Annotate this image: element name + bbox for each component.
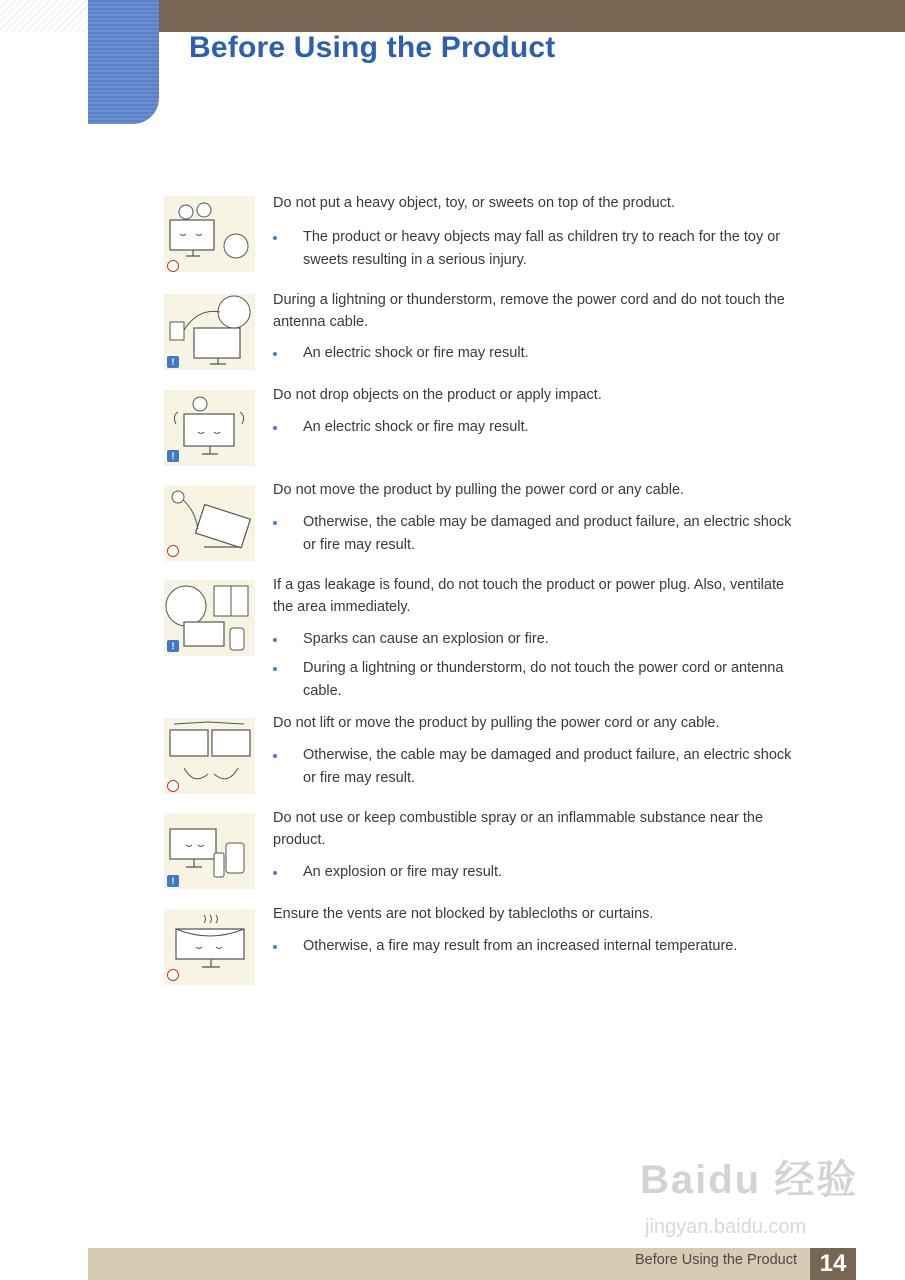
prohibited-icon [167,545,179,557]
caution-icon: ! [167,875,179,887]
safety-illustration [164,196,255,272]
bullet-dot-icon [273,638,277,642]
safety-heading: Do not move the product by pulling the power cord or any cable. [273,482,685,498]
baidu-watermark-logo: Baidu 经验 [640,1158,859,1202]
list-item [273,342,803,365]
safety-heading: Do not drop objects on the product or apply impact. [273,387,602,403]
safety-bullets [273,416,803,445]
safety-bullets [273,342,803,371]
list-item [273,657,803,703]
safety-bullets [273,744,803,796]
bullet-dot-icon [273,236,277,240]
header-bar [159,0,905,32]
safety-bullets [273,511,803,563]
safety-heading: During a lightning or thunderstorm, remove the power cord and do not touch the antenna cable. [273,292,785,330]
page-title: Before Using the Product [189,31,556,64]
prohibited-icon [167,260,179,272]
baidu-watermark-url: jingyan.baidu.com [645,1216,807,1238]
bullet-text: Otherwise, a fire may result from an increased internal temperature. [303,938,738,954]
bullet-text: The product or heavy objects may fall as children try to reach for the toy or sweets resulting in a serious injury. [303,229,781,268]
safety-bullets [273,226,803,278]
caution-icon: ! [167,640,179,652]
bullet-text: An electric shock or fire may result. [303,345,529,361]
bullet-text: Otherwise, the cable may be damaged and product failure, an electric shock or fire may result. [303,514,792,553]
bullet-dot-icon [273,521,277,525]
bullet-dot-icon [273,945,277,949]
prohibited-icon [167,780,179,792]
chapter-tab [88,0,159,124]
safety-bullets [273,935,803,964]
page-number: 14 [810,1248,856,1280]
safety-bullets [273,861,803,890]
safety-heading: Do not put a heavy object, toy, or sweets on top of the product. [273,195,675,211]
bullet-text: During a lightning or thunderstorm, do not touch the power cord or antenna cable. [303,660,784,699]
caution-icon: ! [167,356,179,368]
safety-heading: If a gas leakage is found, do not touch the product or power plug. Also, ventilate the area immediately. [273,577,785,615]
list-item [273,744,803,790]
bullet-dot-icon [273,754,277,758]
list-item [273,416,803,439]
bullet-text: Otherwise, the cable may be damaged and product failure, an electric shock or fire may result. [303,747,792,786]
bullet-text: An electric shock or fire may result. [303,419,529,435]
bullet-dot-icon [273,871,277,875]
caution-icon: ! [167,450,179,462]
safety-bullets [273,628,803,709]
bullet-dot-icon [273,426,277,430]
bullet-dot-icon [273,667,277,671]
list-item [273,226,803,272]
header-hatch-pattern [0,0,88,32]
list-item [273,511,803,557]
bullet-text: An explosion or fire may result. [303,864,503,880]
safety-heading: Do not lift or move the product by pulling the power cord or any cable. [273,715,720,731]
list-item [273,628,803,651]
list-item [273,935,803,958]
bullet-dot-icon [273,352,277,356]
safety-heading: Ensure the vents are not blocked by tablecloths or curtains. [273,906,654,922]
bullet-text: Sparks can cause an explosion or fire. [303,631,549,647]
list-item [273,861,803,884]
footer-title: Before Using the Product [634,1252,797,1268]
prohibited-icon [167,969,179,981]
safety-heading: Do not use or keep combustible spray or an inflammable substance near the product. [273,810,764,848]
